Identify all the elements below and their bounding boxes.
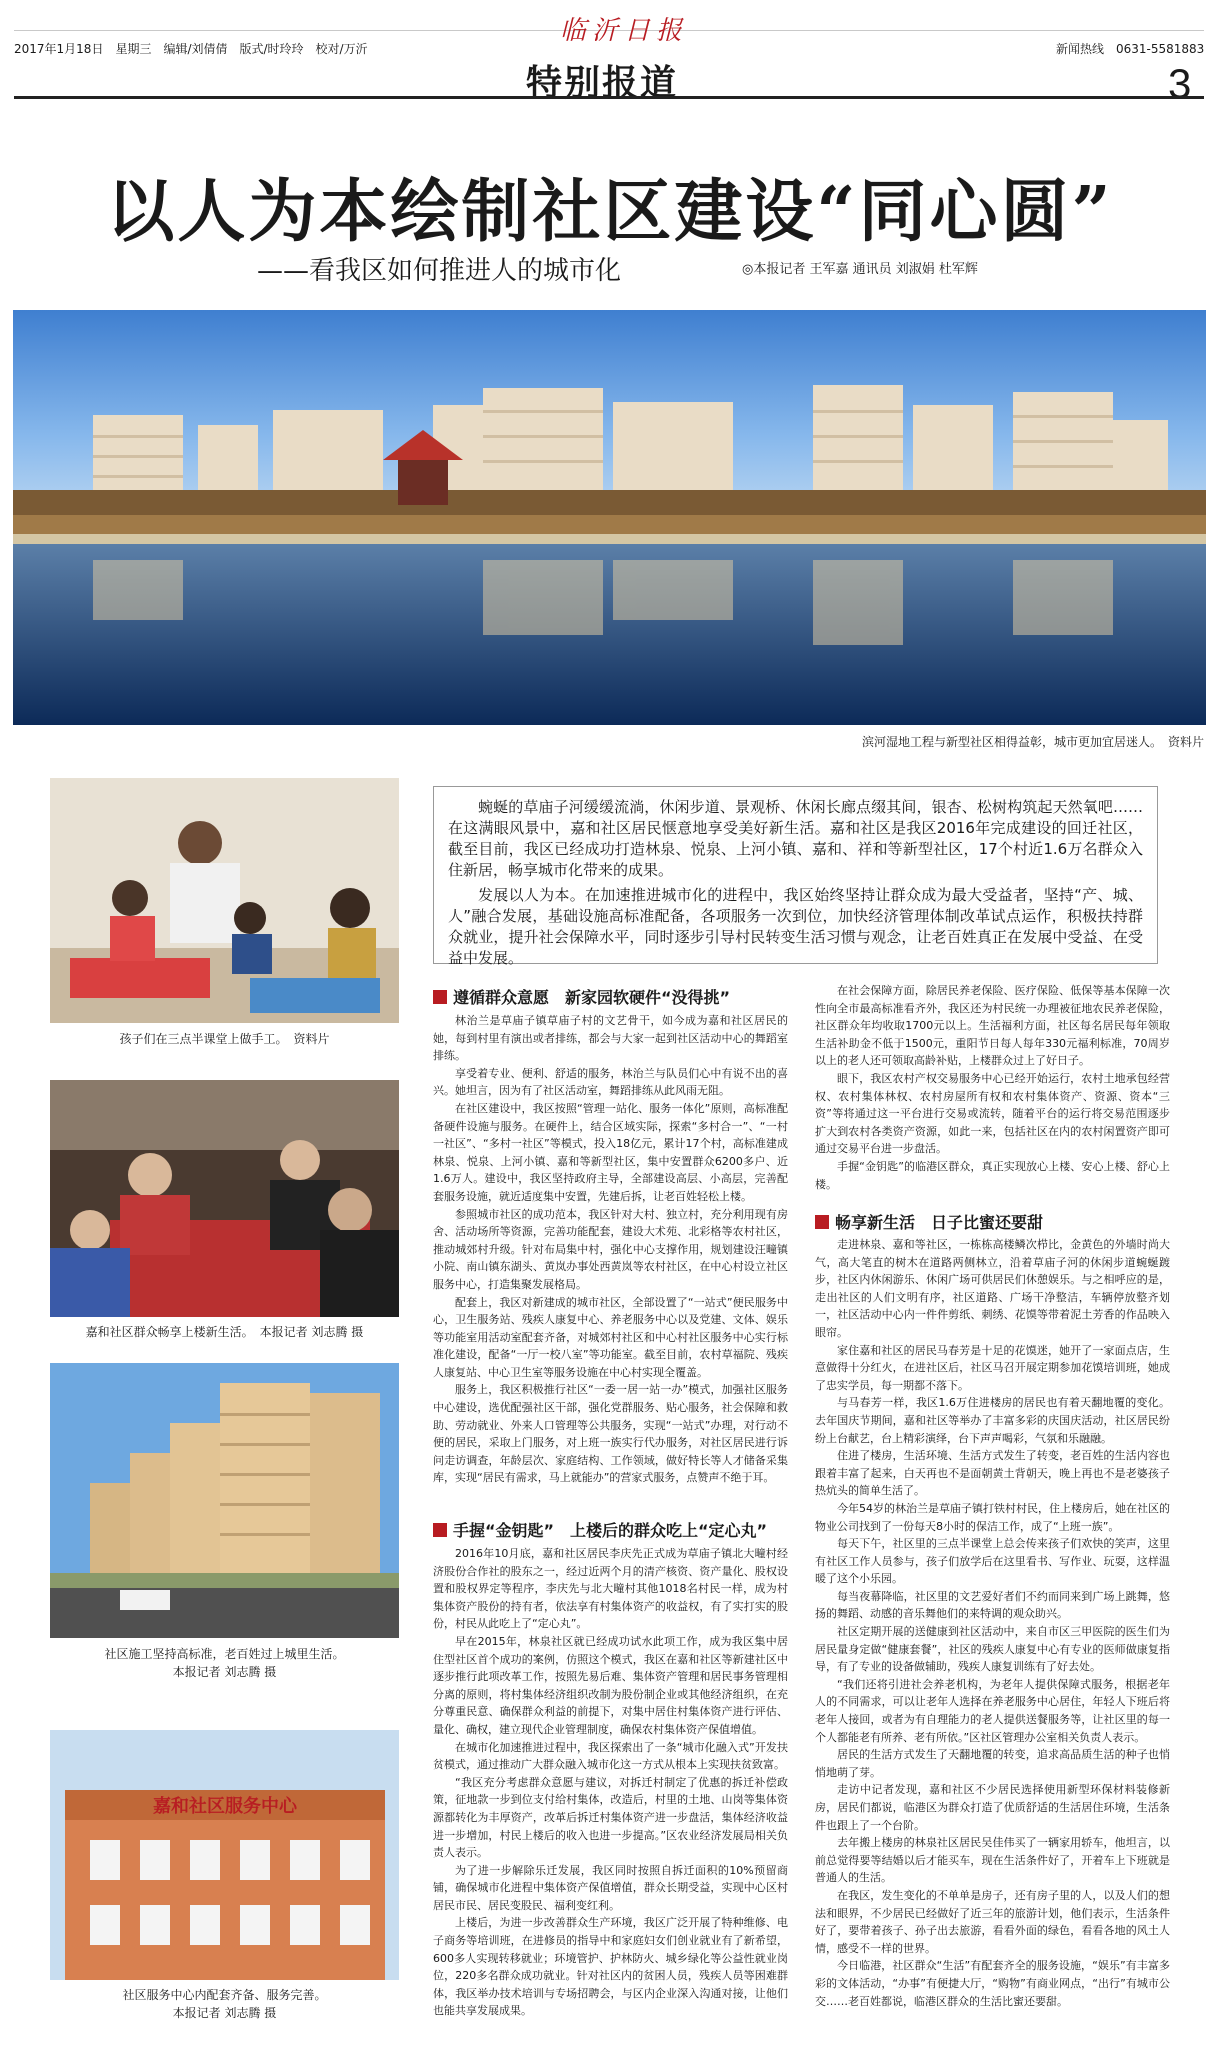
- paragraph: 手握“金钥匙”的临港区群众，真正实现放心上楼、安心上楼、舒心上楼。: [815, 1159, 1170, 1191]
- photo-community-buildings: [50, 1363, 399, 1638]
- paragraph: 参照城市社区的成功范本，我区针对大村、独立村，充分利用现有房舍、活动场所等资源，完善功能配套，建设大术苑、北彩格等农村社区，推动城郊村升级。针对布局集中村，强化中心支撑作用，规划建设汪疃镇小院、南山镇东湖头、黄岚办事处西黄岚等农村社区，在中心村设立社区服务中心，打造集聚发展格局。: [433, 1207, 788, 1291]
- paragraph: 在社会保障方面，除居民养老保险、医疗保险、低保等基本保障一次性向全市最高标准看齐外，我区还为村民统一办理被征地农民养老保险，社区群众年均收取1700元以上。生活福利方面，社区每名居民每年领取生活补助金不低于1500元，重阳节日每人每年330元福利标准，70周岁以上的老人还可领取高龄补贴，上楼群众过上了好日子。: [815, 984, 1170, 1068]
- photo-caption: 社区服务中心内配套齐备、服务完善。 本报记者 刘志腾 摄: [122, 1988, 327, 2020]
- photo-caption: 社区施工坚持高标准，老百姓过上城里生活。 本报记者 刘志腾 摄: [104, 1647, 345, 1679]
- sign-text: 嘉和社区服务中心: [153, 1796, 297, 1817]
- photo-children-handcraft: [50, 778, 399, 1023]
- news-hotline: 新闻热线 0631-5581883: [1056, 42, 1205, 56]
- paragraph: 居民的生活方式发生了天翻地覆的转变，追求高品质生活的种子也悄悄地萌了芽。: [815, 1748, 1170, 1779]
- paragraph: 今日临港，社区群众“生活”有配套齐全的服务设施，“娱乐”有丰富多彩的文体活动，“办事”有便捷大厅，“购物”有商业网点，“出行”有城市公交……老百姓都说，临港区群众的生活比蜜还要甜。: [815, 1959, 1170, 2008]
- photo-residents-cards: [50, 1080, 399, 1317]
- paragraph: 上楼后，为进一步改善群众生产环境，我区广泛开展了特种维修、电子商务等培训班，在进修员的指导中和家庭妇女们创业就业有了新希望，600多人实现转移就业；环境管护、护林防火、城乡绿化等公益性就业岗位，220多名群众成功就业。针对社区内的贫困人员，残疾人员等困难群体，我区举办技术培训与专场招聘会，与区内企业深入沟通对接，让他们也能共享发展成果。: [433, 1916, 788, 2018]
- paragraph: 早在2015年，林泉社区就已经成功试水此项工作，成为我区集中居住型社区首个成功的案例，仿照这个模式，我区在嘉和社区等新建社区中逐步推行此项改革工作，按照先易后难、集体资产管理和居民事务管理相分离的原则，将村集体经济组织改制为股份制企业或其他经济组织，在充分尊重民意、确保群众利益的前提下，对集中居住村集体资产进行评估、量化、确权，建立现代企业管理制度，确保农村集体资产保值增值。: [433, 1634, 788, 1736]
- masthead-logo: 临沂日报: [560, 16, 689, 46]
- paragraph: 在城市化加速推进过程中，我区探索出了一条“城市化融入式”开发扶贫模式，通过推动广大群众融入城市化这一方式从根本上实现扶贫致富。: [433, 1740, 788, 1772]
- heading-marker-icon: [433, 990, 447, 1004]
- intro-box: [433, 786, 1158, 967]
- heading-marker-icon: [433, 1523, 447, 1537]
- paragraph: 家住嘉和社区的居民马春芳是十足的花馍迷，她开了一家面点店，生意做得十分红火，在进社区后，社区马召开展定期参加花馍培训班，她成了忠实学员，每一期都不落下。: [815, 1343, 1170, 1392]
- section-heading: 畅享新生活 日子比蜜还要甜: [815, 1210, 1170, 1233]
- paragraph: 每天下午，社区里的三点半课堂上总会传来孩子们欢快的笑声，这里有社区工作人员参与，孩子们放学后在这里看书、写作业、玩耍，这样温暖了这个小乐园。: [815, 1537, 1170, 1586]
- photo-caption: 孩子们在三点半课堂上做手工。 资料片: [119, 1032, 330, 1046]
- section-body: [433, 1545, 788, 2020]
- paragraph: 走访中记者发现，嘉和社区不少居民选择使用新型环保材料装修新房，居民们都说，临港区为群众打造了优质舒适的生活居住环境，生活条件也跟上了一个台阶。: [815, 1783, 1170, 1832]
- paragraph: “我区充分考虑群众意愿与建议，对拆迁村制定了优惠的拆迁补偿政策，征地款一步到位支付给村集体，改造后，村里的土地、山岗等集体资源都转化为丰厚资产，改革后拆迁村集体资产进一步盘活，集体经济收益进一步增加，村民上楼后的收入也进一步提高。”区农业经济发展局相关负责人表示。: [433, 1775, 788, 1860]
- paragraph: 去年搬上楼房的林泉社区居民吴佳伟买了一辆家用轿车，他坦言，以前总觉得要等结婚以后才能买车，现在生活条件好了，开着车上下班就是普通人的生活。: [815, 1836, 1170, 1885]
- paragraph: 眼下，我区农村产权交易服务中心已经开始运行，农村土地承包经营权、农村集体林权、农村房屋所有权和农村集体资产、资源、资本“三资”等将通过这一平台进行交易或流转，随着平台的运行将交易范围逐步扩大到农村各类资产资源，如此一来，包括社区在内的农村闲置资产即可通过交易平台进一步盘活。: [815, 1071, 1170, 1156]
- date-line: 2017年1月18日 星期三 编辑/刘倩倩 版式/时玲玲 校对/万沂: [14, 42, 368, 56]
- section-body: [433, 1012, 788, 1487]
- photo-service-center: [50, 1730, 399, 1980]
- article-byline: ◎本报记者 王军嘉 通讯员 刘淑娟 杜军辉: [742, 262, 978, 277]
- hero-photo: [13, 310, 1206, 725]
- paragraph: “我们还将引进社会养老机构，为老年人提供保障式服务，根据老年人的不同需求，可以让老年人选择在养老服务中心居住，年轻人下班后将老年人接回，或者为有自理能力的老人提供送餐服务等，让社区里的每一个人都能老有所养、老有所依。”区社区管理办公室相关负责人表示。: [815, 1677, 1170, 1744]
- paragraph: 林治兰是草庙子镇草庙子村的文艺骨干，如今成为嘉和社区居民的她，每到村里有演出或者排练，都会与大家一起到社区活动中心的舞蹈室排练。: [433, 1014, 788, 1063]
- paragraph: 社区定期开展的送健康到社区活动中，来自市区三甲医院的医生们为居民量身定做“健康套餐”，社区的残疾人康复中心有专业的医师做康复指导，有了专业的设备做辅助，残疾人康复训练有了好去处。: [815, 1625, 1170, 1674]
- paragraph: 享受着专业、便利、舒适的服务，林治兰与队员们心中有说不出的喜兴。她坦言，因为有了社区活动室，舞蹈排练从此风雨无阻。: [433, 1066, 788, 1098]
- paragraph: 服务上，我区积极推行社区“一委一居一站一办”模式，加强社区服务中心建设，选优配强社区干部，强化党群服务、贴心服务，社会保障和救助、劳动就业、外来人口管理等公共服务，实现“一站式”办理，对行动不便的居民，采取上门服务，对上班一族实行代办服务，对社区居民进行诉问走访调查，年龄层次、家庭结构、工作领域，做好特长等人才储备采集库，实现“居民有需求，马上就能办”的营家式服务，点赞声不绝于耳。: [433, 1383, 788, 1485]
- paragraph: 每当夜幕降临，社区里的文艺爱好者们不约而同来到广场上跳舞，悠扬的舞蹈、动感的音乐舞他们的来特调的观众助兴。: [815, 1589, 1170, 1621]
- hero-caption: 滨河湿地工程与新型社区相得益彰，城市更加宜居迷人。 资料片: [861, 735, 1204, 749]
- header-bottom-rule: [14, 96, 1204, 99]
- page-number: 3: [1168, 60, 1192, 107]
- section-body: [815, 982, 1170, 1193]
- intro-paragraph: 蜿蜒的草庙子河缓缓流淌，休闲步道、景观桥、休闲长廊点缀其间，银杏、松树构筑起天然氧吧……在这满眼风景中，嘉和社区居民惬意地享受美好新生活。嘉和社区是我区2016年完成建设的回迁社区，截至目前，我区已经成功打造林泉、悦泉、上河小镇、嘉和、祥和等新型社区，17个村近1.6万名群众入住新居，畅享城市化带来的成果。: [448, 798, 1143, 879]
- paragraph: 与马春芳一样，我区1.6万住进楼房的居民也有着天翻地覆的变化。去年国庆节期间，嘉和社区等举办了丰富多彩的庆国庆活动，社区居民纷纷上台献艺，台上精彩演绎，台下声声喝彩，气氛和乐融融。: [815, 1396, 1170, 1445]
- section-title: 特别报道: [526, 63, 679, 104]
- section-body: [815, 1236, 1170, 2010]
- paragraph: 配套上，我区对新建成的城市社区，全部设置了“一站式”便民服务中心，卫生服务站、残疾人康复中心、养老服务中心以及党建、文体、娱乐等功能室用活动室配套齐备，对城郊村社区和中心村社区服务中心实行标准化建设，配备“一厅一校八室”等功能室。截至目前，农村草福院、残疾人康复站、中心卫生室等服务设施在中心村实现全覆盖。: [433, 1295, 788, 1379]
- paragraph: 今年54岁的林治兰是草庙子镇打铁村村民，住上楼房后，她在社区的物业公司找到了一份每天8小时的保洁工作，成了“上班一族”。: [815, 1501, 1170, 1533]
- paragraph: 为了进一步解除乐迁发展，我区同时按照自拆迁面积的10%预留商铺，确保城市化进程中集体资产保值增值，群众长期受益，实现中心区村居民市民、居民变股民、福利变红利。: [433, 1863, 788, 1912]
- intro-paragraph: 发展以人为本。在加速推进城市化的进程中，我区始终坚持让群众成为最大受益者，坚持“产、城、人”融合发展，基础设施高标准配备，各项服务一次到位，加快经济管理体制改革试点运作，积极扶持群众就业，提升社会保障水平，同时逐步引导村民转变生活习惯与观念，让老百姓真正在发展中受益、在受益中发展。: [448, 886, 1143, 967]
- article-subtitle: ——看我区如何推进人的城市化: [257, 256, 622, 286]
- paragraph: 住进了楼房，生活环境、生活方式发生了转变，老百姓的生活内容也跟着丰富了起来，白天再也不是面朝黄土背朝天，晚上再也不是老婆孩子热炕头的简单生活了。: [815, 1449, 1170, 1498]
- photo-caption: 嘉和社区群众畅享上楼新生活。 本报记者 刘志腾 摄: [85, 1325, 364, 1339]
- heading-marker-icon: [815, 1215, 829, 1229]
- paragraph: 2016年10月底，嘉和社区居民李庆先正式成为草庙子镇北大疃村经济股份合作社的股东之一，经过近两个月的清产核资、资产量化、股权设置和股权界定等程序，李庆先与北大疃村其他1018名村民一样，成为村集体资产股份的持有者，依法享有村集体资产的收益权，有了实打实的股份，村民从此吃上了“定心丸”。: [433, 1547, 788, 1631]
- paragraph: 在社区建设中，我区按照“管理一站化、服务一体化”原则，高标准配备硬件设施与服务。在硬件上，结合区域实际，探索“多村合一”、“一村一社区”、“多村一社区”等模式，投入18亿元，累计17个村，高标准建成林泉、悦泉、上河小镇、嘉和等新型社区，集中安置群众6200多户、近1.6万人。建设中，我区坚持政府主导，全部建设高层、小高层，完善配套服务设施，就近适度集中安置，先建后拆，让老百姓轻松上楼。: [433, 1101, 788, 1203]
- article-title: 以人为本绘制社区建设“同心圆”: [106, 172, 1114, 252]
- paragraph: 走进林泉、嘉和等社区，一栋栋高楼鳞次栉比，金黄色的外墙时尚大气，高大笔直的树木在道路两侧林立，沿着草庙子河的休闲步道蜿蜒踱步，社区内休闲游乐、休闲广场可供居民们休憩娱乐。与之相呼应的是，走出社区的人们文明有序，社区道路、广场干净整洁，车辆停放整齐划一，社区活动中心内一件件剪纸、刺绣、花馍等带着泥土芳香的作品映入眼帘。: [815, 1238, 1170, 1339]
- section-heading: 手握“金钥匙” 上楼后的群众吃上“定心丸”: [433, 1518, 788, 1541]
- section-heading: 遵循群众意愿 新家园软硬件“没得挑”: [433, 985, 788, 1008]
- paragraph: 在我区，发生变化的不单单是房子，还有房子里的人，以及人们的想法和眼界，不少居民已经做好了近三年的旅游计划，他们表示，生活条件好了，要带着孩子、孙子出去旅游，看看外面的绿色，看看各地的风土人情，感受不一样的世界。: [815, 1888, 1170, 1955]
